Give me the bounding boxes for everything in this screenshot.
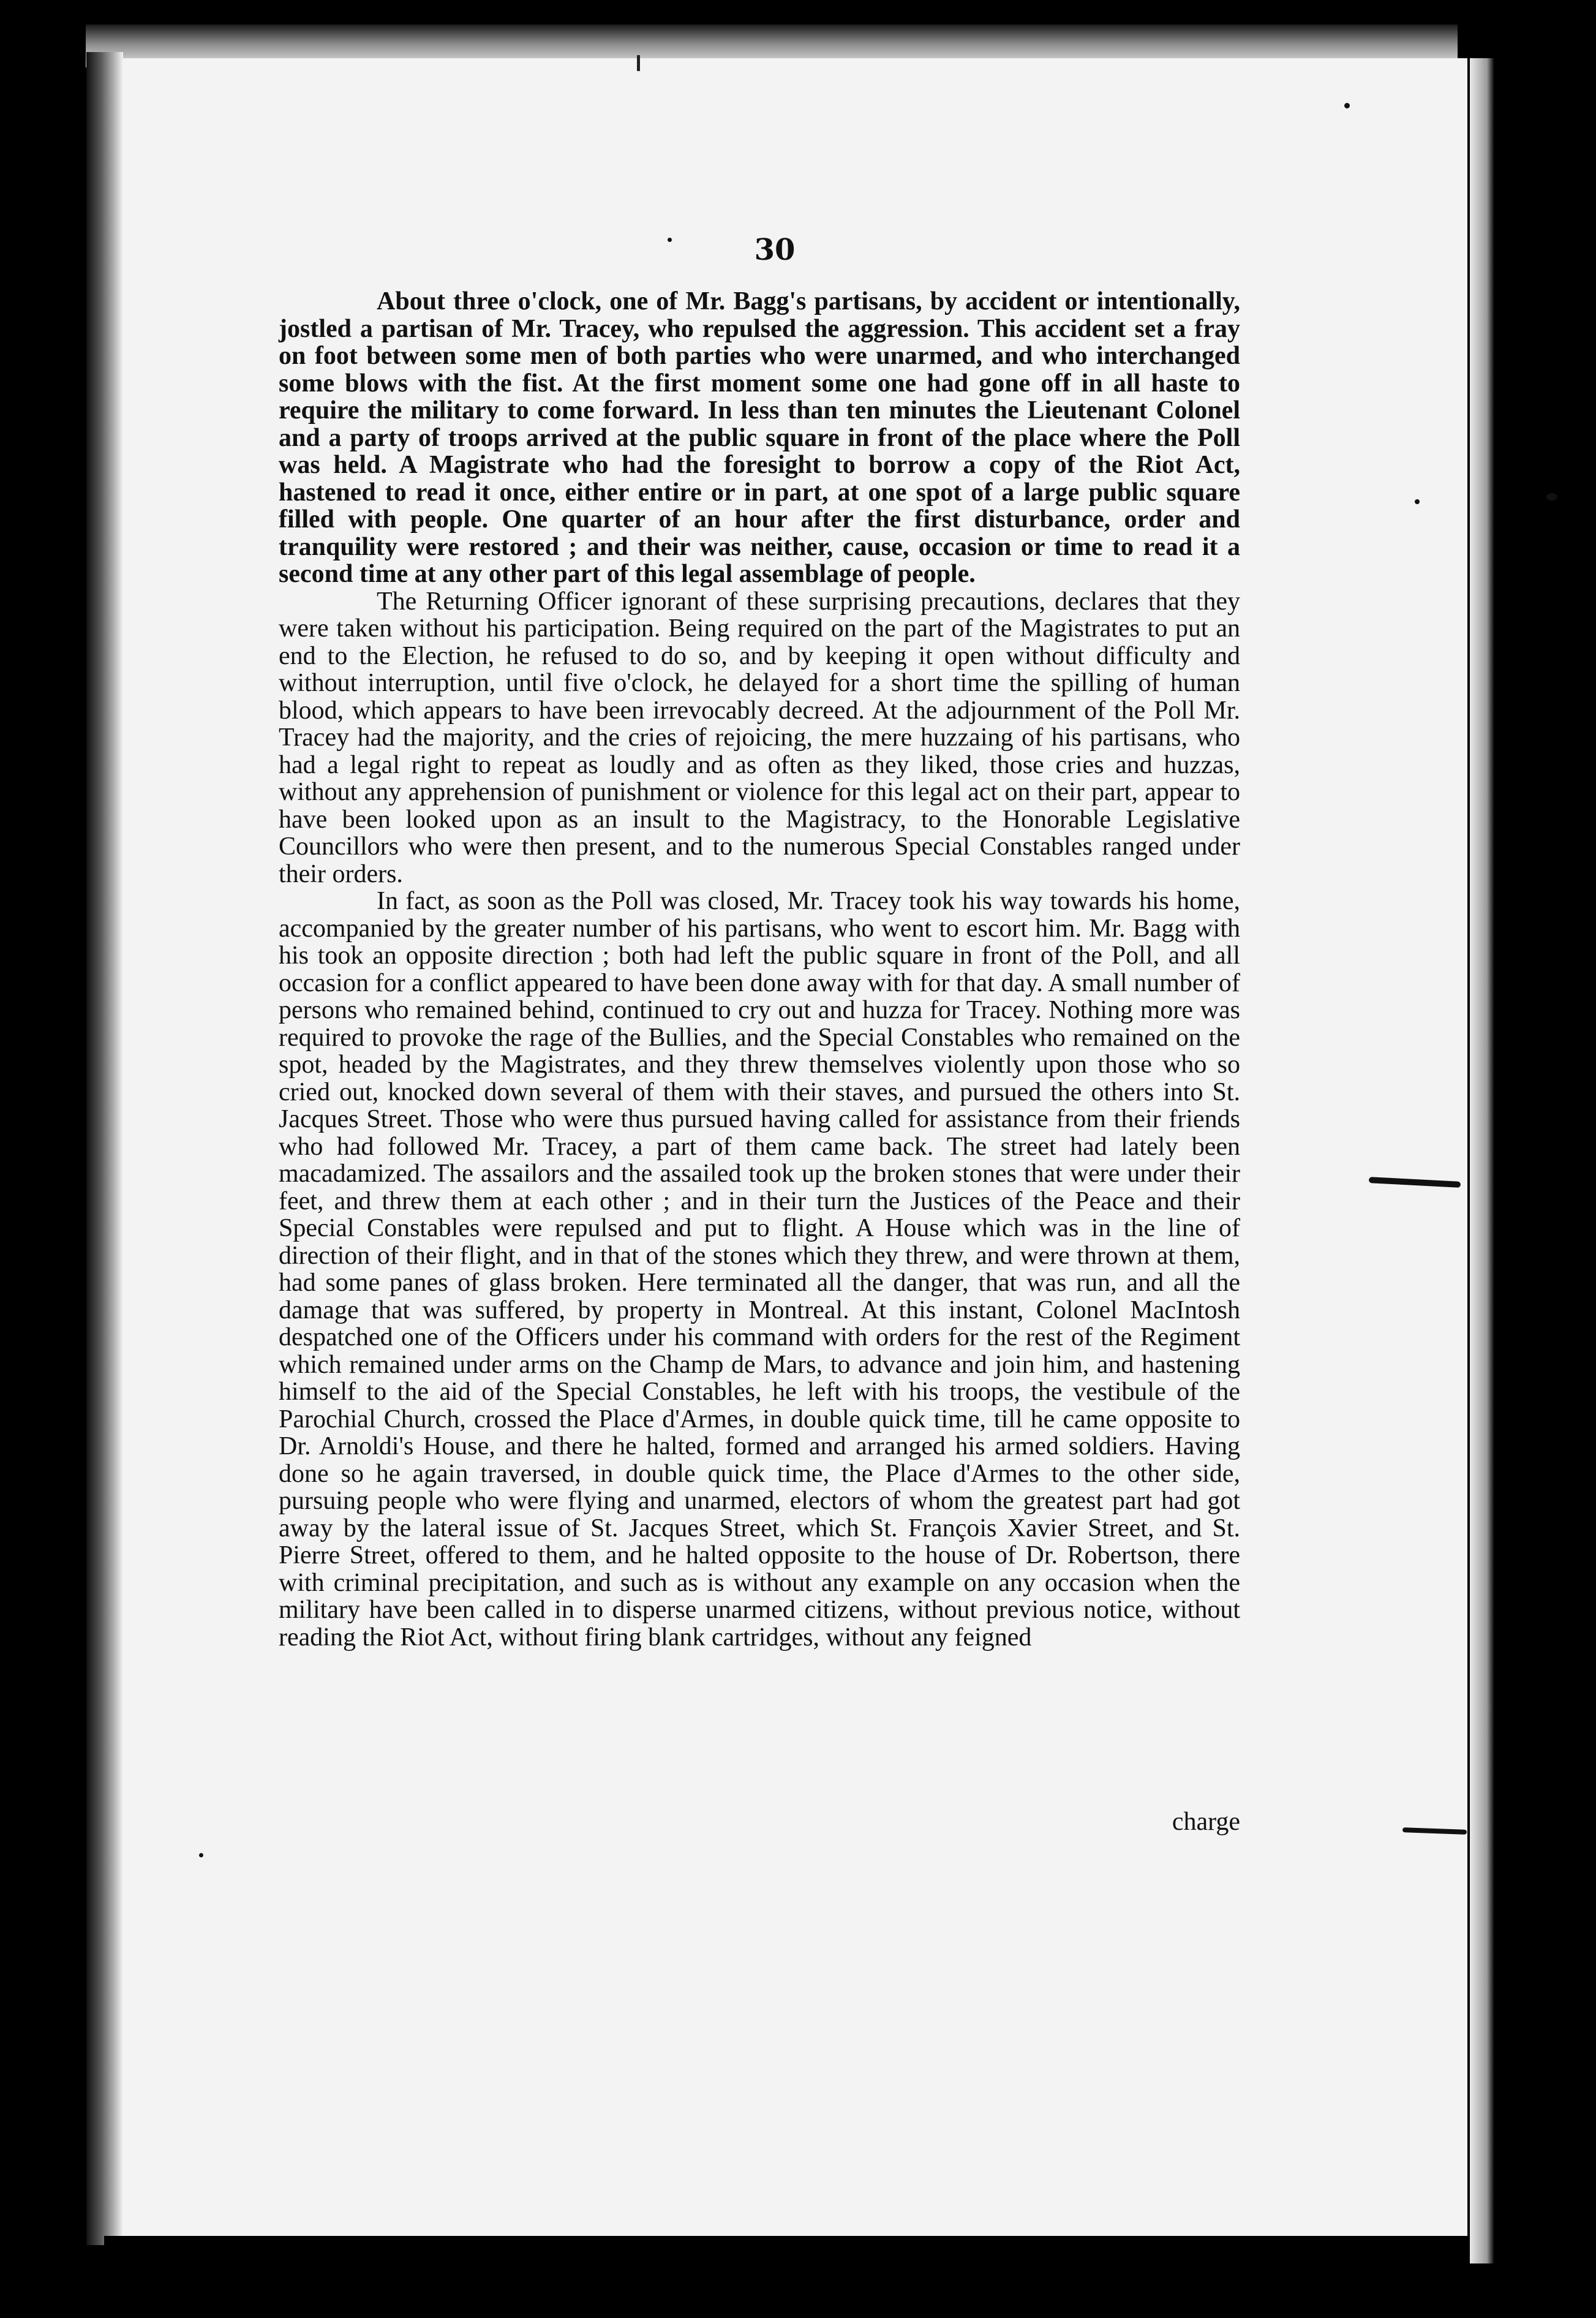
facing-page-edge (1470, 58, 1596, 2288)
scan-speck (1415, 499, 1420, 504)
scan-speck (1546, 493, 1557, 500)
scan-speck (199, 1853, 203, 1857)
body-text (279, 288, 1240, 1651)
page-number: 30 (754, 233, 796, 267)
paragraph-3: In fact, as soon as the Poll was closed, Mr. Tracey took his way towards his home, accompanied by the greater number of his partisans, who went to escort him. Mr. Bagg with his took an opposite direction ; both had left the public square in front of the Poll, and all occasion for a conflict appeared to have been done away with for that day. A small number of persons who remained behind, continued to cry out and huzza for Tracey. Nothing more was required to provoke the rage of the Bullies, and the Special Constables who remained on the spot, headed by the Magistrates, and they threw themselves violently upon those who so cried out, knocked down several of them with their staves, and pursued the others into St. Jacques Street. Those who were thus pursued having called for assistance from their friends who had followed Mr. Tracey, a part of them came back. The street had lately been macadamized. The assailors and the assailed took up the broken stones that were under their feet, and threw them at each other ; and in their turn the Justices of the Peace and their Special Constables were repulsed and put to flight. A House which was in the line of direction of their flight, and in that of the stones which they threw, and were thrown at them, had some panes of glass broken. Here terminated all the danger, that was run, and all the damage that was suffered, by property in Montreal. At this instant, Colonel MacIntosh despatched one of the Officers under his command with orders for the rest of the Regiment which remained under arms on the Champ de Mars, to advance and join him, and hastening himself to the aid of the Special Constables, he left with his troops, the vestibule of the Parochial Church, crossed the Place d'Armes, in double quick time, till he came opposite to Dr. Arnoldi's House, and there he halted, formed and arranged his armed soldiers. Having done so he again traversed, in double quick time, the Place d'Armes to the other side, pursuing people who were flying and unarmed, electors of whom the greatest part had got away by the lateral issue of St. Jacques Street, which St. François Xavier Street, and St. Pierre Street, offered to them, and he halted opposite to the house of Dr. Robertson, there with criminal precipitation, and such as is without any example on any occasion when the military have been called in to disperse unarmed citizens, without previous notice, without reading the Riot Act, without firing blank cartridges, without any feigned (279, 887, 1240, 1652)
scan-artifact-tick (637, 55, 640, 71)
scan-speck (1344, 103, 1350, 108)
facing-page-strip (1470, 58, 1494, 2263)
catchword: charge (1172, 1808, 1240, 1836)
paragraph-2: The Returning Officer ignorant of these surprising precautions, declares that they were taken without his participation. Being required on the part of the Magistrates to put an end to the Election, he refused to do so, and by keeping it open without difficulty and without interruption, until five o'clock, he delayed for a short time the spilling of human blood, which appears to have been irrevocably decreed. At the adjournment of the Poll Mr. Tracey had the majority, and the cries of rejoicing, the mere huzzaing of his partisans, who had a legal right to repeat as loudly and as often as they liked, those cries and huzzas, without any apprehension of punishment or violence for this legal act on their part, appear to have been looked upon as an insult to the Magistracy, to the Honorable Legislative Councillors who were then present, and to the numerous Special Constables ranged under their orders. (279, 587, 1240, 888)
scan-speck (668, 238, 672, 242)
scan-bottom-edge (104, 2236, 1470, 2318)
paragraph-1: About three o'clock, one of Mr. Bagg's partisans, by accident or intentionally, jostled a partisan of Mr. Tracey, who repulsed the aggression. This accident set a fray on foot between some men of both parties who were unarmed, and who interchanged some blows with the fist. At the first moment some one had gone off in all haste to require the military to come forward. In less than ten minutes the Lieutenant Colonel and a party of troops arrived at the public square in front of the place where the Poll was held. A Magistrate who had the foresight to borrow a copy of the Riot Act, hastened to read it once, either entire or in part, at one spot of a large public square filled with people. One quarter of an hour after the first disturbance, order and tranquility were restored ; and their was neither, cause, occasion or time to read it a second time at any other part of this legal assemblage of people. (279, 287, 1240, 588)
